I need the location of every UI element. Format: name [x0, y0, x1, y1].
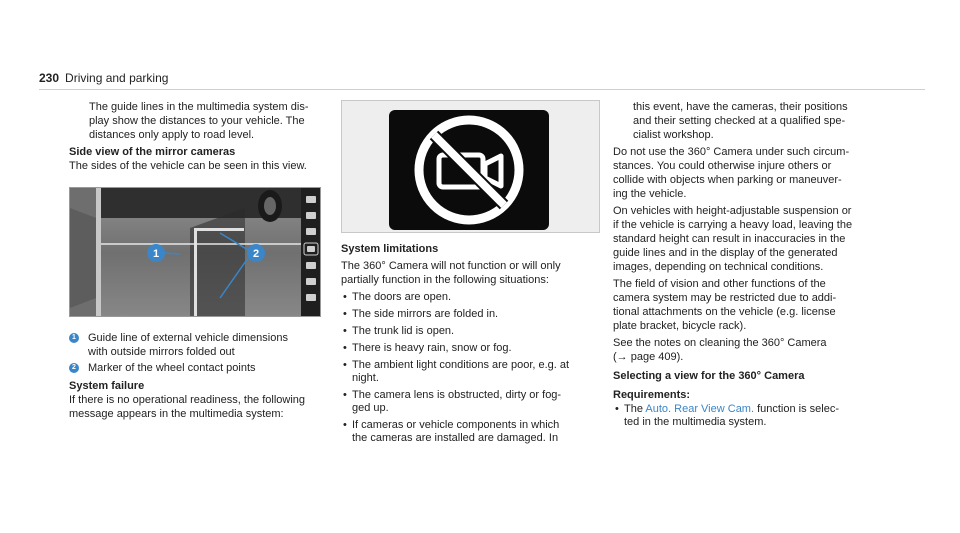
- failure-text: message appears in the multimedia system:: [69, 408, 284, 420]
- callout-number: 2: [69, 363, 79, 373]
- camera-unavailable-figure: [341, 100, 600, 233]
- list-item: • There is heavy rain, snow or fog.: [341, 342, 603, 355]
- intro-line: distances only apply to road level.: [89, 129, 255, 141]
- column-middle: [341, 243, 603, 446]
- warning-text: stances. You could otherwise injure others or: [613, 160, 832, 172]
- list-item: • The doors are open.: [341, 291, 603, 304]
- see-also-text: See the notes on cleaning the 360° Camera: [613, 337, 827, 349]
- suspension-text: guide lines and in the display of the generated: [613, 247, 838, 259]
- warning-text: ing the vehicle.: [613, 188, 687, 200]
- intro-line: play show the distances to your vehicle. The: [89, 115, 305, 127]
- suspension-text: if the vehicle is carrying a heavy load, leaving the: [613, 219, 853, 231]
- header-divider: [39, 89, 925, 90]
- continued-text: and their setting checked at a qualified spe-: [633, 115, 846, 127]
- list-item: • If cameras or vehicle components in which the cameras are installed are damaged. In: [341, 419, 603, 445]
- page-number: 230: [39, 71, 60, 85]
- limitations-intro: The 360° Camera will not function or will only: [341, 260, 561, 272]
- section-heading-failure: System failure: [69, 380, 145, 392]
- intro-line: The guide lines in the multimedia system dis-: [89, 101, 309, 113]
- requirements-list: [613, 403, 875, 429]
- mirror-camera-view-icon: [70, 188, 321, 317]
- limitations-intro: partially function in the following situations:: [341, 274, 549, 286]
- callout-item: [69, 332, 331, 360]
- section-heading-select-view: Selecting a view for the 360° Camera: [613, 370, 805, 382]
- mirror-camera-view-figure: [69, 187, 321, 317]
- field-text: plate bracket, bicycle rack).: [613, 320, 747, 332]
- suspension-text: standard height can result in inaccuracies in the: [613, 233, 846, 245]
- page-reference-link[interactable]: (→ page 409).: [613, 351, 684, 363]
- callout-number: 1: [69, 333, 79, 343]
- callout-text: Guide line of external vehicle dimensions: [88, 332, 288, 344]
- failure-text: If there is no operational readiness, the following: [69, 394, 306, 406]
- callout-text: Marker of the wheel contact points: [88, 362, 256, 374]
- field-text: The field of vision and other functions of the: [613, 278, 826, 290]
- limitations-list: [341, 291, 603, 445]
- list-item: • The trunk lid is open.: [341, 325, 603, 338]
- column-left: [69, 101, 331, 174]
- callout-item: [69, 362, 331, 376]
- requirements-heading: Requirements:: [613, 389, 691, 401]
- svg-text:2: 2: [252, 248, 260, 260]
- warning-text: collide with objects when parking or maneuver-: [613, 174, 842, 186]
- chapter-title: Driving and parking: [65, 71, 169, 85]
- continued-text: cialist workshop.: [633, 129, 714, 141]
- camera-unavailable-screen: [389, 110, 549, 230]
- side-view-text: The sides of the vehicle can be seen in this view.: [69, 160, 307, 172]
- callout-text: with outside mirrors folded out: [88, 346, 235, 358]
- list-item: • The ambient light conditions are poor, e.g. at night.: [341, 359, 603, 385]
- warning-text: Do not use the 360° Camera under such circum-: [613, 146, 850, 158]
- continued-text: this event, have the cameras, their positions: [633, 101, 848, 113]
- section-heading-side-view: Side view of the mirror cameras: [69, 146, 236, 158]
- field-text: tional attachments on the vehicle (e.g. license: [613, 306, 836, 318]
- list-item: • The side mirrors are folded in.: [341, 308, 603, 321]
- list-item: • The camera lens is obstructed, dirty or fog- ged up.: [341, 389, 603, 415]
- camera-off-icon: [389, 110, 549, 230]
- column-left-lower: [69, 330, 331, 422]
- suspension-text: images, depending on technical conditions.: [613, 261, 824, 273]
- svg-text:1: 1: [152, 248, 160, 260]
- field-text: camera system may be restricted due to addi-: [613, 292, 837, 304]
- suspension-text: On vehicles with height-adjustable suspension or: [613, 205, 852, 217]
- column-right: [613, 101, 875, 430]
- page-header: [39, 72, 168, 85]
- function-name-highlight: Auto. Rear View Cam.: [645, 403, 755, 415]
- list-item: • The Auto. Rear View Cam. function is selec- ted in the multimedia system.: [613, 403, 875, 429]
- section-heading-limitations: System limitations: [341, 243, 439, 255]
